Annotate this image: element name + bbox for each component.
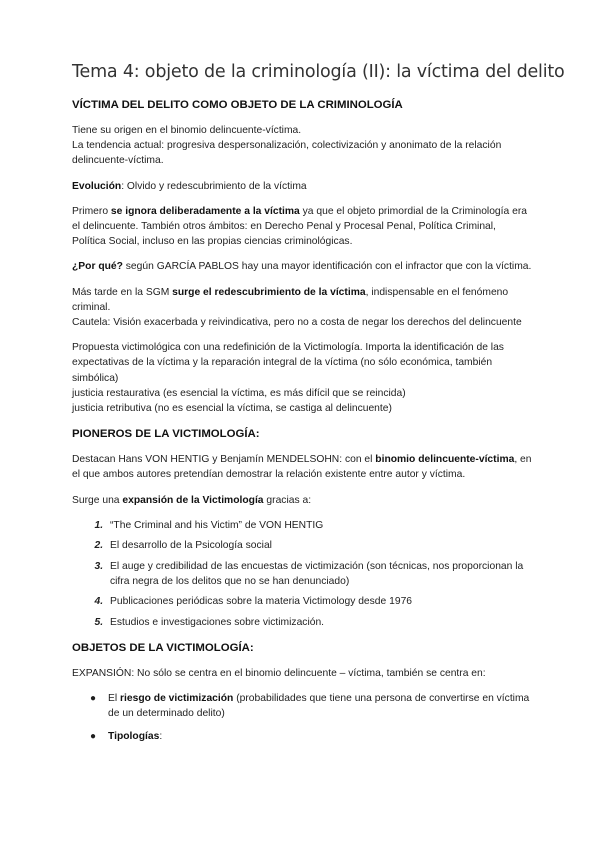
document-page	[72, 62, 565, 752]
risk-text-bold: riesgo de victimización	[120, 693, 234, 705]
paragraph-later	[72, 285, 532, 331]
risk-text-c: (probabilidades que tiene una persona de convertirse en víctima de un determinado delito)	[108, 693, 530, 720]
first-text-a: Primero	[72, 205, 111, 217]
proposal-text: Propuesta victimológica con una redefinición de la Victimología. Importa la identificación de las expectativas de la víctima y la reparación integral de la víctima (no sólo económica, también simbólica)	[72, 342, 504, 384]
section-heading-objects: OBJETOS DE LA VICTIMOLOGÍA:	[72, 641, 254, 654]
list-item: 5. Estudios e investigaciones sobre victimización.	[106, 615, 532, 630]
typologies-text-c: :	[159, 731, 163, 743]
caution-text: Cautela: Visión exacerbada y reivindicativa, pero no a costa de negar los derechos del delincuente	[72, 317, 522, 329]
why-label: ¿Por qué?	[72, 261, 123, 273]
why-text: según GARCÍA PABLOS hay una mayor identificación con el infractor que con la víctima.	[122, 261, 532, 273]
list-item: 4. Publicaciones periódicas sobre la materia Victimology desde 1976	[106, 594, 532, 609]
paragraph-why	[72, 259, 532, 274]
pioneers-text-a: Destacan Hans VON HENTIG y Benjamín MENDELSOHN: con el	[72, 454, 376, 466]
paragraph-objects: EXPANSIÓN: No sólo se centra en el binomio delincuente – víctima, también se centra en:	[72, 667, 486, 679]
first-text-bold: se ignora deliberadamente a la víctima	[110, 205, 300, 217]
expansion-text-a: Surge una	[72, 494, 123, 506]
paragraph-origin	[72, 123, 532, 169]
bullet-icon: ●	[90, 693, 97, 705]
paragraph-evolution	[72, 179, 532, 194]
expansion-text-c: gracias a:	[263, 494, 312, 506]
paragraph-proposal	[72, 340, 532, 416]
list-item: 3. El auge y credibilidad de las encuestas de victimización (son técnicas, nos proporcionan la cifra negra de los delitos que no se han denunciado)	[106, 559, 532, 589]
bullet-icon: ●	[90, 731, 97, 743]
retributive-text: justicia retributiva (no es esencial la víctima, se castiga al delincuente)	[72, 403, 392, 415]
origin-text: Tiene su origen en el binomio delincuente-víctima.	[72, 125, 302, 136]
risk-text-a: El	[108, 693, 121, 705]
list-item	[90, 729, 532, 744]
tendency-text: La tendencia actual: progresiva despersonalización, colectivización y anonimato de la relación delincuente-víctima.	[72, 140, 502, 167]
expansion-text-bold: expansión de la Victimología	[122, 494, 264, 506]
evolution-label: Evolución	[72, 180, 122, 192]
paragraph-first	[72, 204, 532, 250]
paragraph-expansion	[72, 493, 532, 508]
page-title: Tema 4: objeto de la criminología (II): la víctima del delito	[72, 62, 565, 82]
later-text-bold: surge el redescubrimiento de la víctima	[172, 286, 366, 298]
restorative-text: justicia restaurativa (es esencial la víctima, es más difícil que se reincida)	[72, 387, 406, 399]
later-text-c: , indispensable en el fenómeno criminal.	[72, 286, 509, 313]
pioneers-text-bold: binomio delincuente-víctima	[375, 454, 515, 466]
section-heading-victim: VÍCTIMA DEL DELITO COMO OBJETO DE LA CRIMINOLOGÍA	[72, 99, 403, 111]
paragraph-pioneers	[72, 452, 532, 482]
objects-list	[72, 691, 532, 744]
expansion-list	[72, 518, 532, 630]
typologies-text-bold: Tipologías	[108, 731, 160, 743]
pioneers-text-c: , en el que ambos autores pretendían demostrar la relación existente entre autor y víctima.	[72, 454, 532, 481]
section-heading-pioneers: PIONEROS DE LA VICTIMOLOGÍA:	[72, 428, 260, 441]
evolution-text: : Olvido y redescubrimiento de la víctima	[121, 180, 307, 192]
first-text-c: ya que el objeto primordial de la Criminología era el delincuente. También otros ámbitos: en Derecho Penal y Procesal Penal, Política Criminal, Política Social, incluso en las propias ciencias criminológicas.	[72, 205, 527, 248]
later-text-a: Más tarde en la SGM	[72, 286, 173, 298]
list-item: 2. El desarrollo de la Psicología social	[106, 538, 532, 553]
list-item: 1. “The Criminal and his Victim” de VON HENTIG	[106, 518, 532, 533]
list-item	[90, 691, 532, 721]
